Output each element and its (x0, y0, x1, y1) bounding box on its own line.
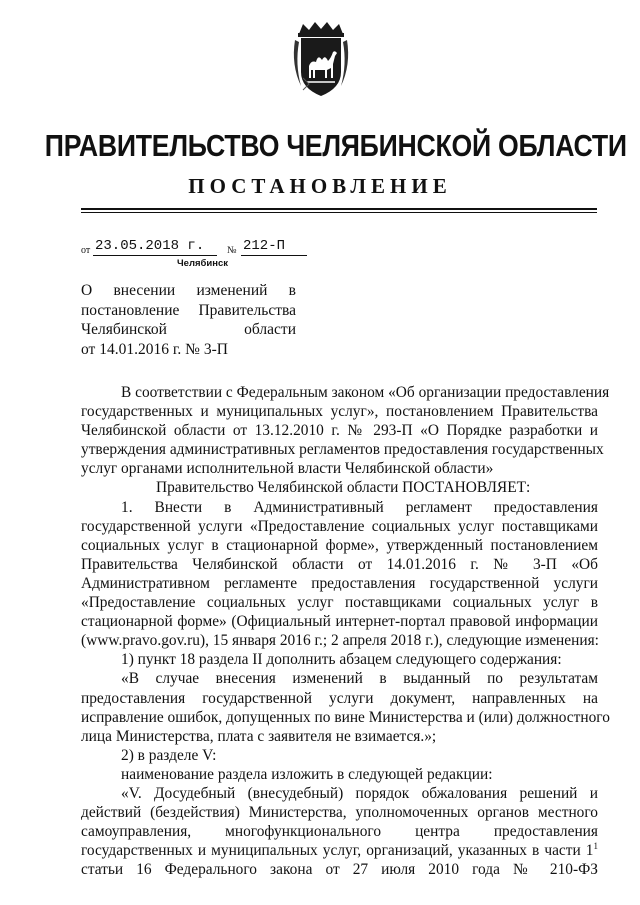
body-line: утверждения административных регламентов предоставления государственных (81, 441, 604, 459)
superscript-marker: 1 (593, 841, 598, 852)
body-line: 1) пункт 18 раздела II дополнить абзацем следующего содержания: (121, 651, 562, 669)
header-divider-thin (81, 212, 597, 213)
subject-line: от 14.01.2016 г. № 3-П (81, 340, 228, 358)
body-line: «В случае внесения изменений в выданный по результатам (121, 670, 598, 688)
body-line: социальных услуг в стационарной форме», утвержденный постановлением (81, 536, 598, 554)
date-underline (93, 255, 217, 256)
coat-of-arms-icon (289, 20, 353, 100)
subject-line: Челябинской области (81, 321, 296, 339)
body-line: 2) в разделе V: (121, 746, 217, 764)
subject-block (81, 281, 296, 359)
document-type-title: ПОСТАНОВЛЕНИЕ (188, 174, 452, 198)
body-line: «V. Досудебный (внесудебный) порядок обжалования решений и (121, 784, 598, 802)
document-body (81, 383, 610, 879)
header-divider (81, 208, 597, 210)
body-line: (www.pravo.gov.ru), 15 января 2016 г.; 2 апреля 2018 г.), следующие изменения: (81, 632, 599, 650)
number-underline (241, 255, 307, 256)
body-line: исправление ошибок, допущенных по вине Министерства и (или) должностного (81, 708, 610, 726)
body-line: самоуправления, многофункционального центра предоставления (81, 823, 598, 841)
body-line-text: государственных и муниципальных услуг, организаций, указанных в части 1 (81, 842, 594, 860)
body-line: «Предоставление социальных услуг поставщиками социальных услуг в (81, 594, 598, 612)
body-line: предоставления государственной услуги документ, направленных на (81, 689, 598, 707)
body-line (81, 841, 598, 860)
government-title: ПРАВИТЕЛЬСТВО ЧЕЛЯБИНСКОЙ ОБЛАСТИ (44, 128, 627, 163)
body-line: лица Министерства, плата с заявителя не взимается.»; (81, 727, 437, 745)
body-line: статьи 16 Федерального закона от 27 июля 2010 года № 210-ФЗ (81, 861, 598, 879)
body-line: действий (бездействия) Министерства, уполномоченных органов местного (81, 804, 598, 822)
body-line: 1. Внести в Административный регламент предоставления (121, 498, 598, 516)
number-value: 212-П (243, 238, 286, 254)
body-line: стационарной форме» (Официальный интернет-портал правовой информации (81, 613, 598, 631)
body-line: наименование раздела изложить в следующей редакции: (121, 765, 493, 783)
body-line: государственных и муниципальных услуг», постановлением Правительства (81, 403, 598, 421)
body-line: Административном регламенте предоставления государственной услуги (81, 574, 598, 592)
subject-line: О внесении изменений в (81, 282, 296, 299)
subject-line: постановление Правительства (81, 301, 296, 319)
city-label: Челябинск (177, 258, 229, 269)
body-line: Челябинской области от 13.12.2010 г. № 293-П «О Порядке разработки и (81, 422, 598, 440)
body-line: государственной услуги «Предоставление социальных услуг поставщиками (81, 517, 598, 535)
number-prefix: № (227, 245, 237, 256)
date-number-line (81, 238, 311, 260)
body-line: услуг органами исполнительной власти Челябинской области» (81, 460, 494, 478)
body-line: Правительство Челябинской области ПОСТАНОВЛЯЕТ: (156, 479, 531, 497)
body-line: Правительства Челябинской области от 14.01.2016 г. № 3-П «Об (81, 555, 598, 573)
date-value: 23.05.2018 г. (95, 238, 205, 254)
date-prefix: от (81, 245, 91, 256)
body-line: В соответствии с Федеральным законом «Об организации предоставления (121, 384, 610, 401)
